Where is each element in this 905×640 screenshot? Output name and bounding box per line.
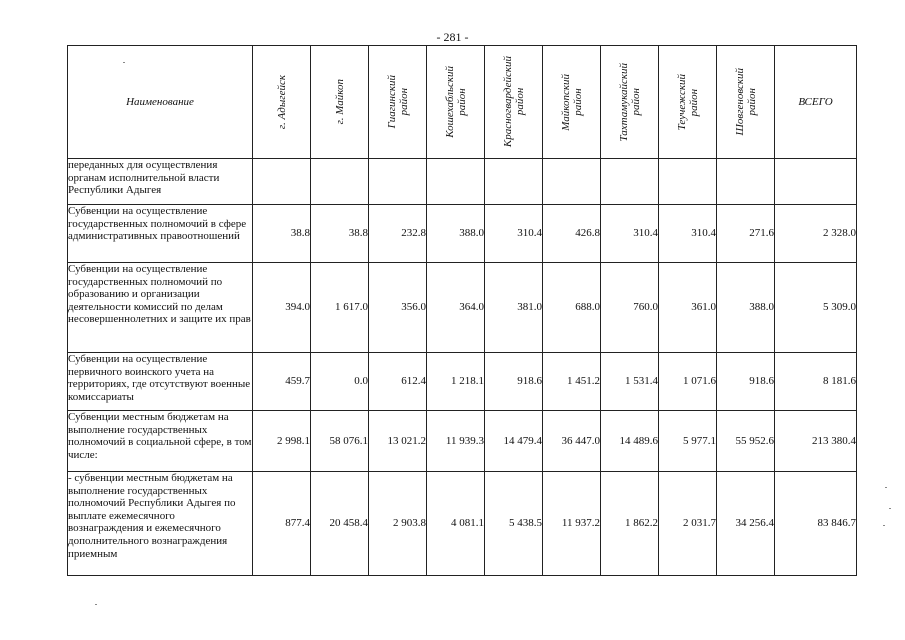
row-name: Субвенции местным бюджетам на выполнение государственных полномочий в социальной сфере, в том числе: bbox=[68, 411, 253, 472]
row-value: 1 862.2 bbox=[601, 472, 659, 576]
row-value bbox=[543, 159, 601, 205]
header-row bbox=[68, 46, 857, 159]
row-value: 918.6 bbox=[485, 353, 543, 411]
row-total: 2 328.0 bbox=[775, 205, 857, 263]
row-value: 310.4 bbox=[485, 205, 543, 263]
row-value: 310.4 bbox=[601, 205, 659, 263]
row-value: 1 531.4 bbox=[601, 353, 659, 411]
scan-speck bbox=[123, 62, 125, 63]
row-value: 271.6 bbox=[717, 205, 775, 263]
row-value: 1 617.0 bbox=[311, 263, 369, 353]
column-header-adygeysk: г. Адыгейск bbox=[253, 46, 311, 159]
row-value: 55 952.6 bbox=[717, 411, 775, 472]
row-value: 388.0 bbox=[717, 263, 775, 353]
row-value: 310.4 bbox=[659, 205, 717, 263]
row-value: 11 937.2 bbox=[543, 472, 601, 576]
row-name: переданных для осуществления органам исполнительной власти Республики Адыгея bbox=[68, 159, 253, 205]
row-value: 38.8 bbox=[253, 205, 311, 263]
column-header-takhtamukaysky: Тахтамукайский район bbox=[601, 46, 659, 159]
row-total: 213 380.4 bbox=[775, 411, 857, 472]
row-name: - субвенции местным бюджетам на выполнение государственных полномочий Республики Адыгея по выплате ежемесячного вознаграждения и ежемесячного дополнительного вознаграждения приемным bbox=[68, 472, 253, 576]
row-total bbox=[775, 159, 857, 205]
row-value: 688.0 bbox=[543, 263, 601, 353]
row-value: 11 939.3 bbox=[427, 411, 485, 472]
row-value: 388.0 bbox=[427, 205, 485, 263]
row-value: 1 451.2 bbox=[543, 353, 601, 411]
row-total: 8 181.6 bbox=[775, 353, 857, 411]
row-name: Субвенции на осуществление первичного воинского учета на территориях, где отсутствуют военные комиссариаты bbox=[68, 353, 253, 411]
row-value: 34 256.4 bbox=[717, 472, 775, 576]
row-value: 5 438.5 bbox=[485, 472, 543, 576]
scan-speck bbox=[95, 604, 97, 605]
column-header-teuchezhsky: Теучежский район bbox=[659, 46, 717, 159]
row-value: 38.8 bbox=[311, 205, 369, 263]
row-name: Субвенции на осуществление государственных полномочий по образованию и организации деятельности комиссий по делам несовершеннолетних и защите их прав bbox=[68, 263, 253, 353]
row-value bbox=[601, 159, 659, 205]
row-value: 426.8 bbox=[543, 205, 601, 263]
row-name: Субвенции на осуществление государственных полномочий в сфере административных правоотношений bbox=[68, 205, 253, 263]
row-value: 20 458.4 bbox=[311, 472, 369, 576]
row-value bbox=[311, 159, 369, 205]
row-value: 13 021.2 bbox=[369, 411, 427, 472]
row-value: 877.4 bbox=[253, 472, 311, 576]
row-value bbox=[427, 159, 485, 205]
row-value: 14 479.4 bbox=[485, 411, 543, 472]
row-value: 14 489.6 bbox=[601, 411, 659, 472]
row-value: 918.6 bbox=[717, 353, 775, 411]
row-total: 5 309.0 bbox=[775, 263, 857, 353]
table-row bbox=[68, 411, 857, 472]
row-value: 2 031.7 bbox=[659, 472, 717, 576]
row-value: 2 903.8 bbox=[369, 472, 427, 576]
row-value: 4 081.1 bbox=[427, 472, 485, 576]
row-value bbox=[485, 159, 543, 205]
table-row bbox=[68, 159, 857, 205]
row-value bbox=[253, 159, 311, 205]
column-header-giaginsky: Гиагинский район bbox=[369, 46, 427, 159]
row-value: 361.0 bbox=[659, 263, 717, 353]
row-total: 83 846.7 bbox=[775, 472, 857, 576]
column-header-maykop-city: г. Майкоп bbox=[311, 46, 369, 159]
row-value: 1 071.6 bbox=[659, 353, 717, 411]
table-row bbox=[68, 472, 857, 576]
row-value: 0.0 bbox=[311, 353, 369, 411]
column-header-maykopsky: Майкопский район bbox=[543, 46, 601, 159]
table-row bbox=[68, 263, 857, 353]
scan-speck bbox=[883, 525, 885, 526]
row-value: 2 998.1 bbox=[253, 411, 311, 472]
table-row bbox=[68, 353, 857, 411]
budget-table bbox=[67, 45, 857, 576]
row-value: 459.7 bbox=[253, 353, 311, 411]
row-value: 58 076.1 bbox=[311, 411, 369, 472]
row-value: 5 977.1 bbox=[659, 411, 717, 472]
page-number: - 281 - bbox=[436, 30, 469, 44]
table-row bbox=[68, 205, 857, 263]
scan-speck bbox=[889, 508, 891, 509]
row-value: 394.0 bbox=[253, 263, 311, 353]
column-header-koshekhablsky: Кошехабльский район bbox=[427, 46, 485, 159]
row-value: 364.0 bbox=[427, 263, 485, 353]
row-value: 232.8 bbox=[369, 205, 427, 263]
row-value: 381.0 bbox=[485, 263, 543, 353]
row-value bbox=[659, 159, 717, 205]
column-header-krasnogvardeysky: Красногвардейский район bbox=[485, 46, 543, 159]
scan-speck bbox=[885, 487, 887, 488]
row-value bbox=[369, 159, 427, 205]
row-value: 356.0 bbox=[369, 263, 427, 353]
column-header-shovgenovsky: Шовгеновский район bbox=[717, 46, 775, 159]
name-column-header: Наименование bbox=[68, 46, 253, 159]
row-value: 1 218.1 bbox=[427, 353, 485, 411]
row-value: 760.0 bbox=[601, 263, 659, 353]
row-value: 36 447.0 bbox=[543, 411, 601, 472]
row-value: 612.4 bbox=[369, 353, 427, 411]
row-value bbox=[717, 159, 775, 205]
total-column-header: ВСЕГО bbox=[775, 46, 857, 159]
